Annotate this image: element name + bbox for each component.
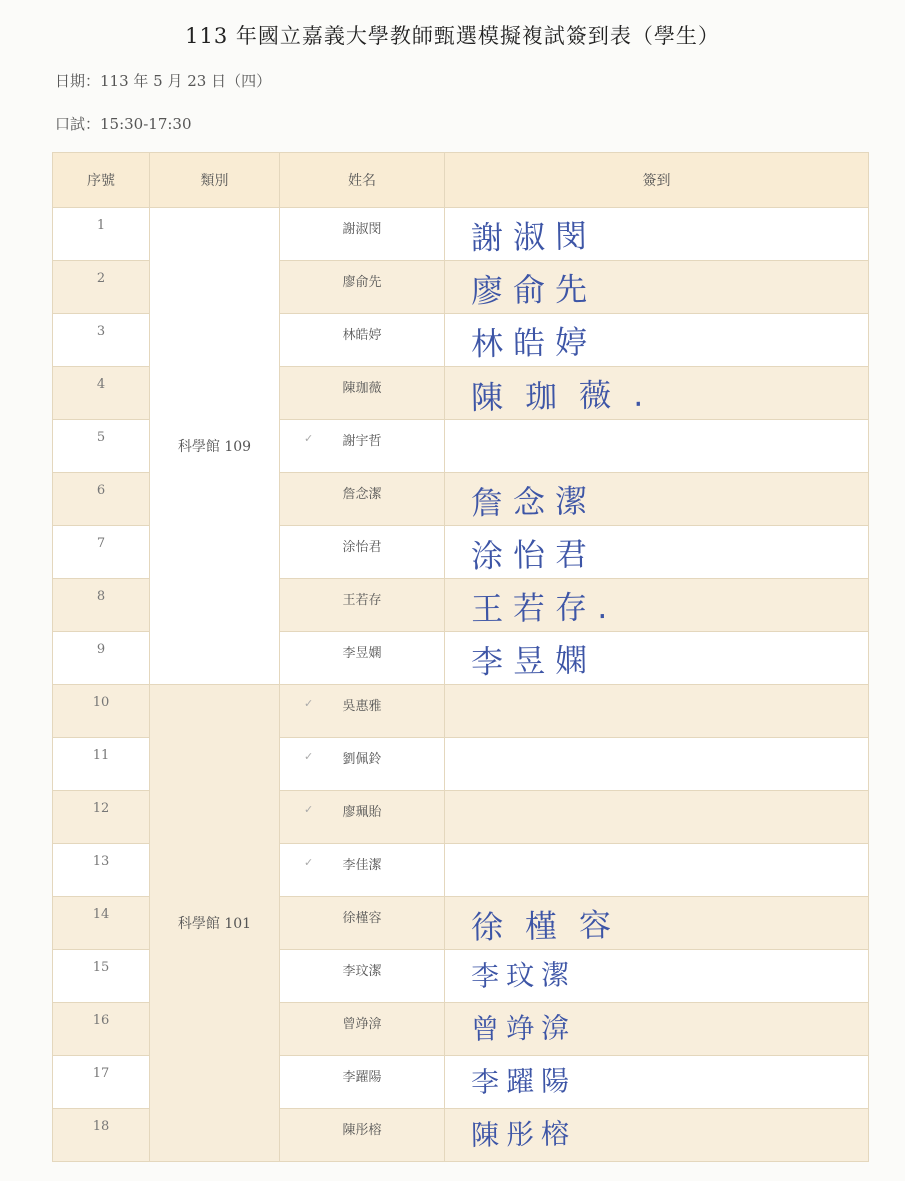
name-cell xyxy=(280,314,445,367)
table-row xyxy=(53,685,869,738)
name-cell xyxy=(280,791,445,844)
check-mark-icon: ✓ xyxy=(304,697,314,710)
table-header-row xyxy=(53,153,869,208)
header-category: 類別 xyxy=(150,153,280,208)
name-cell xyxy=(280,261,445,314)
handwritten-signature: 陳珈薇. xyxy=(470,375,666,417)
signature-cell xyxy=(445,261,869,314)
seq-cell: 7 xyxy=(53,526,150,579)
seq-cell: 15 xyxy=(53,950,150,1003)
seq-cell: 9 xyxy=(53,632,150,685)
signature-cell xyxy=(445,1109,869,1162)
student-name: 劉佩鈴 xyxy=(342,752,382,767)
category-cell: 科學館 101 xyxy=(150,685,280,1162)
student-name: 詹念潔 xyxy=(342,487,382,502)
student-name: 謝淑閔 xyxy=(342,222,382,237)
student-name: 李昱嫻 xyxy=(342,646,382,661)
signature-cell xyxy=(445,950,869,1003)
time-line: 口試：15:30-17:30 xyxy=(55,115,192,133)
seq-cell: 18 xyxy=(53,1109,150,1162)
handwritten-signature: 謝淑閔 xyxy=(470,216,598,258)
handwritten-signature: 李躍陽 xyxy=(470,1064,577,1099)
signature-cell xyxy=(445,1003,869,1056)
check-mark-icon: ✓ xyxy=(304,856,314,869)
student-name: 陳彤榕 xyxy=(342,1123,382,1138)
seq-cell: 8 xyxy=(53,579,150,632)
sign-in-table xyxy=(52,152,869,1162)
student-name: 廖珮貽 xyxy=(342,805,382,820)
signature-cell xyxy=(445,685,869,738)
signature-cell xyxy=(445,844,869,897)
seq-cell: 13 xyxy=(53,844,150,897)
page-title: 113 年國立嘉義大學教師甄選模擬複試簽到表（學生） xyxy=(185,24,720,48)
name-cell xyxy=(280,367,445,420)
name-cell xyxy=(280,1003,445,1056)
signature-cell xyxy=(445,208,869,261)
student-name: 謝宇哲 xyxy=(342,434,382,449)
name-cell xyxy=(280,897,445,950)
signature-cell xyxy=(445,738,869,791)
name-cell xyxy=(280,420,445,473)
signature-cell xyxy=(445,579,869,632)
handwritten-signature: 王若存. xyxy=(470,587,618,629)
signature-cell xyxy=(445,526,869,579)
student-name: 李玟潔 xyxy=(342,964,382,979)
signature-cell xyxy=(445,791,869,844)
name-cell xyxy=(280,473,445,526)
name-cell xyxy=(280,632,445,685)
signature-cell xyxy=(445,473,869,526)
header-name: 姓名 xyxy=(280,153,445,208)
student-name: 李佳潔 xyxy=(342,858,382,873)
signature-cell xyxy=(445,897,869,950)
student-name: 林皓婷 xyxy=(342,328,382,343)
handwritten-signature: 李玟潔 xyxy=(470,958,577,993)
seq-cell: 11 xyxy=(53,738,150,791)
check-mark-icon: ✓ xyxy=(304,750,314,763)
name-cell xyxy=(280,1056,445,1109)
student-name: 吳惠雅 xyxy=(342,699,382,714)
handwritten-signature: 陳彤榕 xyxy=(470,1117,577,1152)
seq-cell: 12 xyxy=(53,791,150,844)
name-cell xyxy=(280,950,445,1003)
seq-cell: 4 xyxy=(53,367,150,420)
check-mark-icon: ✓ xyxy=(304,432,314,445)
handwritten-signature: 林皓婷 xyxy=(470,322,598,364)
name-cell xyxy=(280,579,445,632)
name-cell xyxy=(280,844,445,897)
header-seq: 序號 xyxy=(53,153,150,208)
handwritten-signature: 李昱嫻 xyxy=(470,640,598,682)
name-cell xyxy=(280,526,445,579)
student-name: 王若存 xyxy=(342,593,382,608)
name-cell xyxy=(280,738,445,791)
signature-cell xyxy=(445,367,869,420)
name-cell xyxy=(280,208,445,261)
handwritten-signature: 涂怡君 xyxy=(470,534,598,576)
name-cell xyxy=(280,1109,445,1162)
table-row xyxy=(53,208,869,261)
student-name: 徐槿容 xyxy=(342,911,382,926)
seq-cell: 17 xyxy=(53,1056,150,1109)
seq-cell: 14 xyxy=(53,897,150,950)
seq-cell: 5 xyxy=(53,420,150,473)
signature-cell xyxy=(445,314,869,367)
student-name: 廖俞先 xyxy=(342,275,382,290)
student-name: 陳珈薇 xyxy=(342,381,382,396)
handwritten-signature: 廖俞先 xyxy=(470,269,598,311)
header-signature: 簽到 xyxy=(445,153,869,208)
check-mark-icon: ✓ xyxy=(304,803,314,816)
student-name: 涂怡君 xyxy=(342,540,382,555)
student-name: 曾竫渰 xyxy=(342,1017,382,1032)
seq-cell: 2 xyxy=(53,261,150,314)
date-line: 日期：113 年 5 月 23 日（四） xyxy=(55,72,272,90)
student-name: 李躍陽 xyxy=(342,1070,382,1085)
handwritten-signature: 曾竫渰 xyxy=(470,1011,577,1046)
seq-cell: 1 xyxy=(53,208,150,261)
signature-cell xyxy=(445,1056,869,1109)
handwritten-signature: 詹念潔 xyxy=(470,481,598,523)
name-cell xyxy=(280,685,445,738)
signature-cell xyxy=(445,420,869,473)
seq-cell: 3 xyxy=(53,314,150,367)
handwritten-signature: 徐槿容 xyxy=(470,905,634,947)
category-cell: 科學館 109 xyxy=(150,208,280,685)
seq-cell: 10 xyxy=(53,685,150,738)
signature-cell xyxy=(445,632,869,685)
seq-cell: 6 xyxy=(53,473,150,526)
seq-cell: 16 xyxy=(53,1003,150,1056)
